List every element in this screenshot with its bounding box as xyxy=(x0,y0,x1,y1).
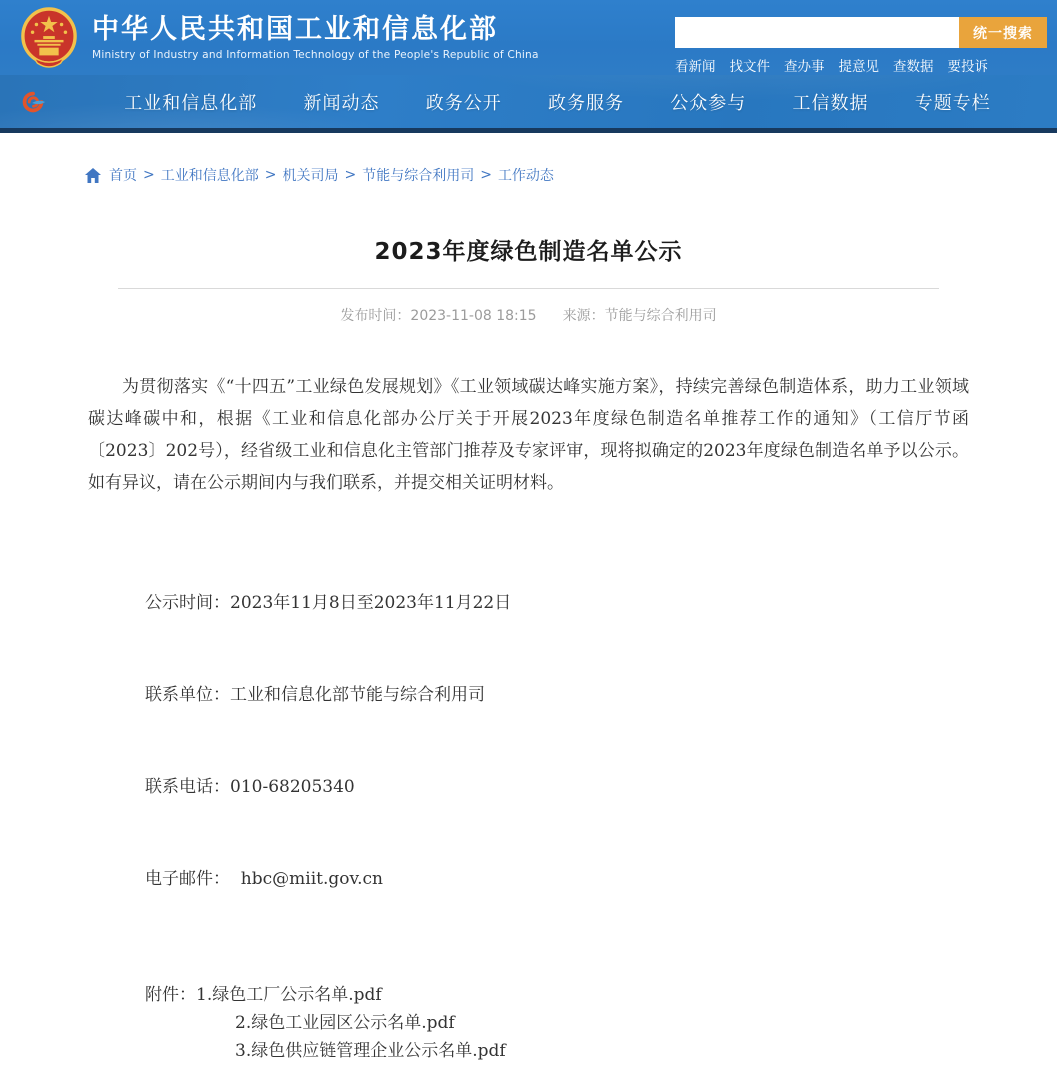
site-header xyxy=(0,0,1057,75)
nav-item-special-columns[interactable]: 专题专栏 xyxy=(914,92,991,114)
breadcrumb-home[interactable]: 首页 xyxy=(109,168,137,184)
national-emblem-icon xyxy=(20,7,78,69)
contact-unit-line: 联系单位：工业和信息化部节能与综合利用司 xyxy=(145,685,485,705)
header-search-area xyxy=(675,0,1047,75)
nav-item-gov-disclosure[interactable]: 政务公开 xyxy=(425,92,502,114)
breadcrumb-separator: > xyxy=(264,167,277,183)
quick-link-files[interactable]: 找文件 xyxy=(729,59,770,75)
breadcrumb-work-updates[interactable]: 工作动态 xyxy=(497,168,554,184)
breadcrumb xyxy=(0,133,1057,185)
miit-spiral-logo-icon xyxy=(18,87,48,117)
nav-items xyxy=(48,89,1057,115)
publish-time: 2023-11-08 18:15 xyxy=(410,308,537,324)
attachments-label: 附件： xyxy=(145,985,196,1005)
title-divider xyxy=(118,288,939,289)
nav-item-miit-data[interactable]: 工信数据 xyxy=(792,92,869,114)
site-title: 中华人民共和国工业和信息化部 xyxy=(92,14,498,46)
attachments xyxy=(88,981,969,1065)
article-paragraph: 为贯彻落实《“十四五”工业绿色发展规划》《工业领域碳达峰实施方案》，持续完善绿色制造体系，助力工业领域碳达峰碳中和，根据《工业和信息化部办公厅关于开展2023年度绿色制造名单推荐工作的通知》（工信厅节函〔2023〕202号），经省级工业和信息化主管部门推荐及专家评审，现将拟确定的2023年度绿色制造名单予以公示。如有异议，请在公示期间内与我们联系，并提交相关证明材料。 xyxy=(88,377,969,493)
nav-item-gov-services[interactable]: 政务服务 xyxy=(548,92,624,114)
article-meta xyxy=(88,305,969,325)
source: 节能与综合利用司 xyxy=(604,308,717,324)
breadcrumb-separator: > xyxy=(344,167,357,183)
main-nav xyxy=(0,75,1057,133)
breadcrumb-departments[interactable]: 机关司局 xyxy=(282,168,339,184)
breadcrumb-energy-dept[interactable]: 节能与综合利用司 xyxy=(362,168,475,184)
site-logo[interactable] xyxy=(0,7,539,69)
home-icon[interactable] xyxy=(85,168,101,183)
quick-link-complaints[interactable]: 要投诉 xyxy=(947,59,988,75)
publicity-period-line: 公示时间：2023年11月8日至2023年11月22日 xyxy=(145,593,512,613)
attachment-green-factory-pdf[interactable]: 1.绿色工厂公示名单.pdf xyxy=(196,985,382,1005)
search-button[interactable]: 统一搜索 xyxy=(959,17,1047,48)
quick-link-services[interactable]: 查办事 xyxy=(784,59,825,75)
attachment-green-supply-chain-pdf[interactable]: 3.绿色供应链管理企业公示名单.pdf xyxy=(235,1041,506,1061)
nav-item-miit[interactable]: 工业和信息化部 xyxy=(124,92,258,114)
article xyxy=(0,233,1057,1065)
nav-item-public-participation[interactable]: 公众参与 xyxy=(670,92,747,114)
contact-phone-line: 联系电话：010-68205340 xyxy=(145,777,355,797)
attachment-green-industrial-park-pdf[interactable]: 2.绿色工业园区公示名单.pdf xyxy=(235,1013,455,1033)
breadcrumb-separator: > xyxy=(143,167,155,183)
source-label: 来源： xyxy=(562,308,605,324)
contact-email-line: 电子邮件： hbc@miit.gov.cn xyxy=(145,869,383,889)
quick-link-data[interactable]: 查数据 xyxy=(893,59,934,75)
breadcrumb-separator: > xyxy=(480,167,492,183)
contact-block xyxy=(88,525,969,957)
breadcrumb-miit[interactable]: 工业和信息化部 xyxy=(160,168,259,184)
publish-time-label: 发布时间： xyxy=(340,308,411,324)
article-body xyxy=(88,371,969,1065)
quick-links xyxy=(675,55,1047,75)
search-input[interactable] xyxy=(675,17,959,48)
article-title: 2023年度绿色制造名单公示 xyxy=(374,239,683,265)
quick-link-news[interactable]: 看新闻 xyxy=(675,59,716,75)
nav-item-news[interactable]: 新闻动态 xyxy=(303,92,380,114)
brand-text xyxy=(92,14,539,60)
site-subtitle: Ministry of Industry and Information Technology of the People's Republic of China xyxy=(92,48,539,61)
quick-link-suggestions[interactable]: 提意见 xyxy=(838,59,879,75)
